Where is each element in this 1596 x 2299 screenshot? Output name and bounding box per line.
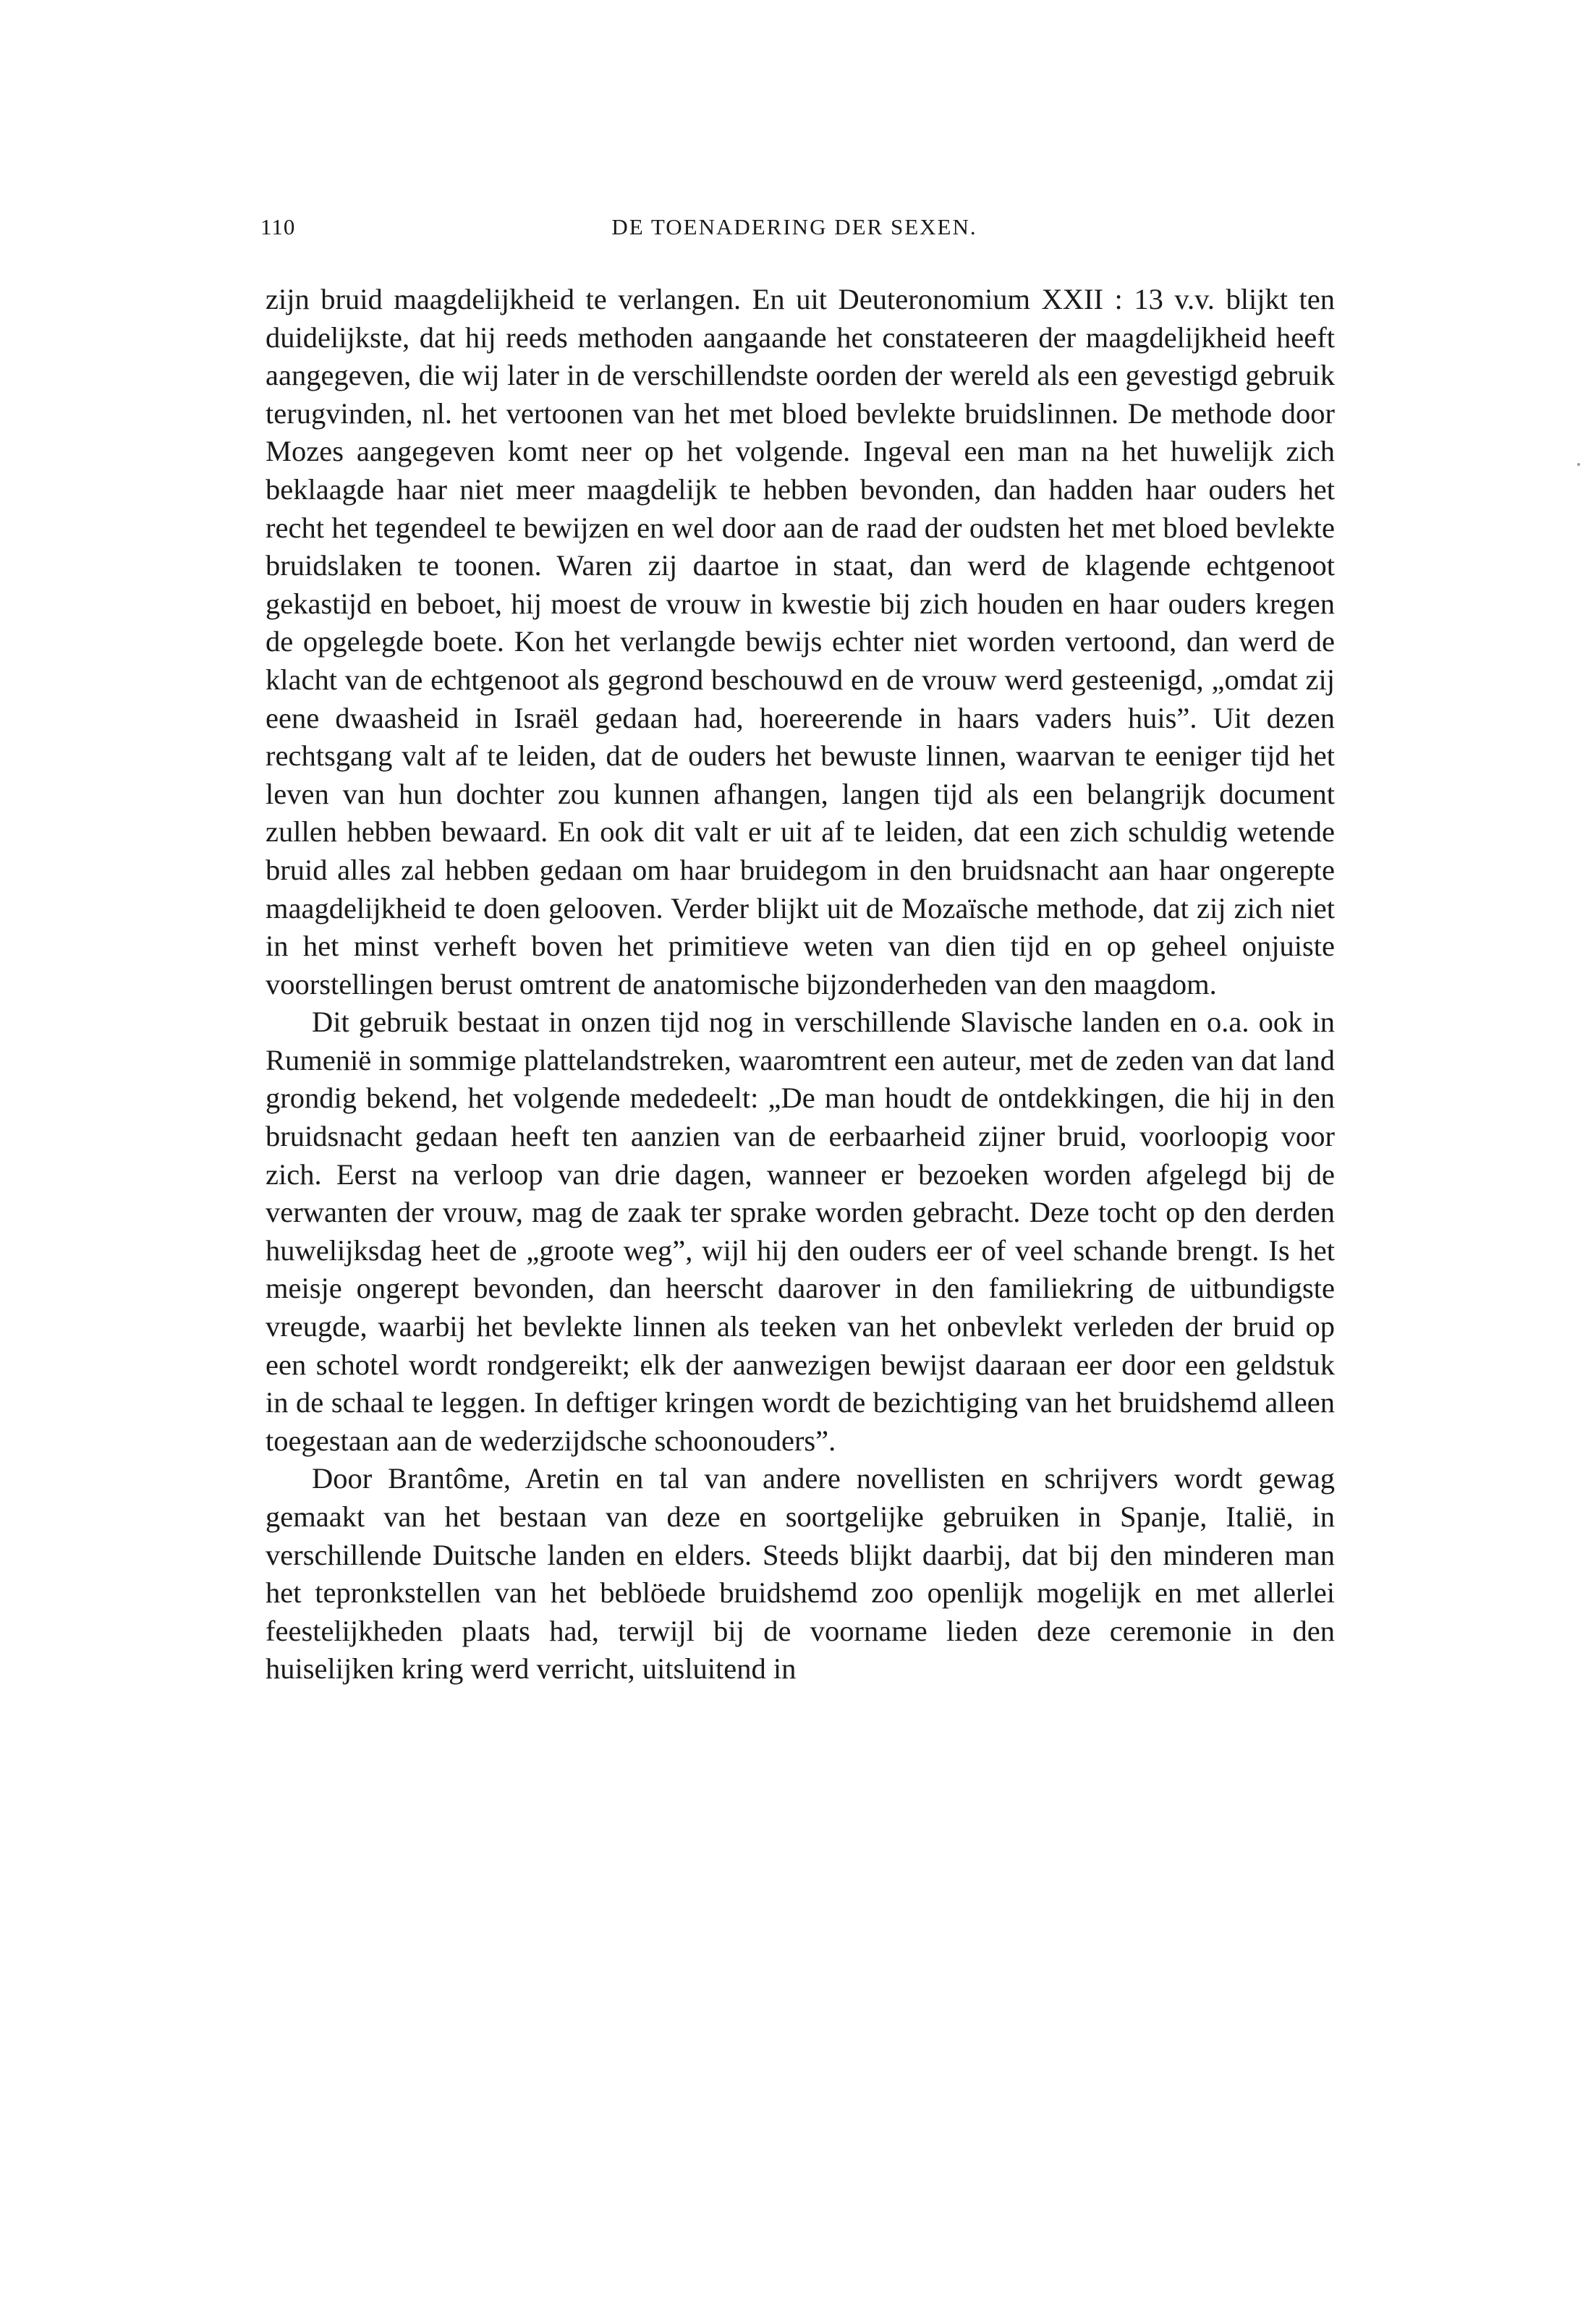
running-head	[260, 214, 1328, 250]
paragraph-3: Door Brantôme, Aretin en tal van andere novellisten en schrijvers wordt gewag gemaakt van het bestaan van deze en soortgelijke gebruiken in Spanje, Italië, in verschillende Duitsche landen en elders. Steeds blijkt daarbij, dat bij den minderen man het tepronkstellen van het beblöede bruidshemd zoo openlijk mogelijk en met allerlei feestelijkheden plaats had, terwijl bij de voorname lieden deze ceremonie in den huiselijken kring werd verricht, uitsluitend in	[266, 1462, 1335, 1686]
body-text	[266, 281, 1335, 1688]
margin-speck	[1577, 463, 1580, 466]
paragraph-1: zijn bruid maagdelijkheid te verlangen. En uit Deuteronomium XXII : 13 v.v. blijkt ten duidelijkste, dat hij reeds methoden aangaande het constateeren der maagdelijkheid heeft aangegeven, die wij later in de verschillendste oorden der wereld als een gevestigd gebruik terugvinden, nl. het vertoonen van het met bloed bevlekte bruidslinnen. De methode door Mozes aangegeven komt neer op het volgende. Ingeval een man na het huwelijk zich beklaagde haar niet meer maagdelijk te hebben bevonden, dan hadden haar ouders het recht het tegendeel te bewijzen en wel door aan de raad der oudsten het met bloed bevlekte bruidslaken te toonen. Waren zij daartoe in staat, dan werd de klagende echtgenoot gekastijd en beboet, hij moest de vrouw in kwestie bij zich houden en haar ouders kregen de opgelegde boete. Kon het verlangde bewijs echter niet worden vertoond, dan werd de klacht van de echtgenoot als gegrond beschouwd en de vrouw werd gesteenigd, „omdat zij eene dwaasheid in Israël gedaan had, hoereerende in haars vaders huis”. Uit dezen rechtsgang valt af te leiden, dat de ouders het bewuste linnen, waarvan te eeniger tijd het leven van hun dochter zou kunnen afhangen, langen tijd als een belangrijk document zullen hebben bewaard. En ook dit valt er uit af te leiden, dat een zich schuldig wetende bruid alles zal hebben gedaan om haar bruidegom in den bruidsnacht aan haar ongerepte maagdelijkheid te doen gelooven. Verder blijkt uit de Mozaïsche methode, dat zij zich niet in het minst verheft boven het primitieve weten van dien tijd en op geheel onjuiste voorstellingen berust omtrent de anatomische bijzonderheden van den maagdom.	[266, 283, 1335, 1000]
page-number: 110	[260, 214, 296, 239]
paragraph-2: Dit gebruik bestaat in onzen tijd nog in verschillende Slavische landen en o.a. ook in Rumenië in sommige plattelandstreken, waaromtrent een auteur, met de zeden van dat land grondig bekend, het volgende mededeelt: „De man houdt de ontdekkingen, die hij in den bruidsnacht gedaan heeft ten aanzien van de eerbaarheid zijner bruid, voorloopig voor zich. Eerst na verloop van drie dagen, wanneer er bezoeken worden afgelegd bij de verwanten der vrouw, mag de zaak ter sprake worden gebracht. Deze tocht op den derden huwelijksdag heet de „groote weg”, wijl hij den ouders eer of veel schande brengt. Is het meisje ongerept bevonden, dan heerscht daarover in den familiekring de uitbundigste vreugde, waarbij het bevlekte linnen als teeken van het onbevlekt verleden der bruid op een schotel wordt rondgereikt; elk der aanwezigen bewijst daaraan eer door een geldstuk in de schaal te leggen. In deftiger kringen wordt de bezichtiging van het bruidshemd alleen toegestaan aan de wederzijdsche schoonouders”.	[266, 1006, 1335, 1457]
running-title: DE TOENADERING DER SEXEN.	[611, 214, 977, 239]
